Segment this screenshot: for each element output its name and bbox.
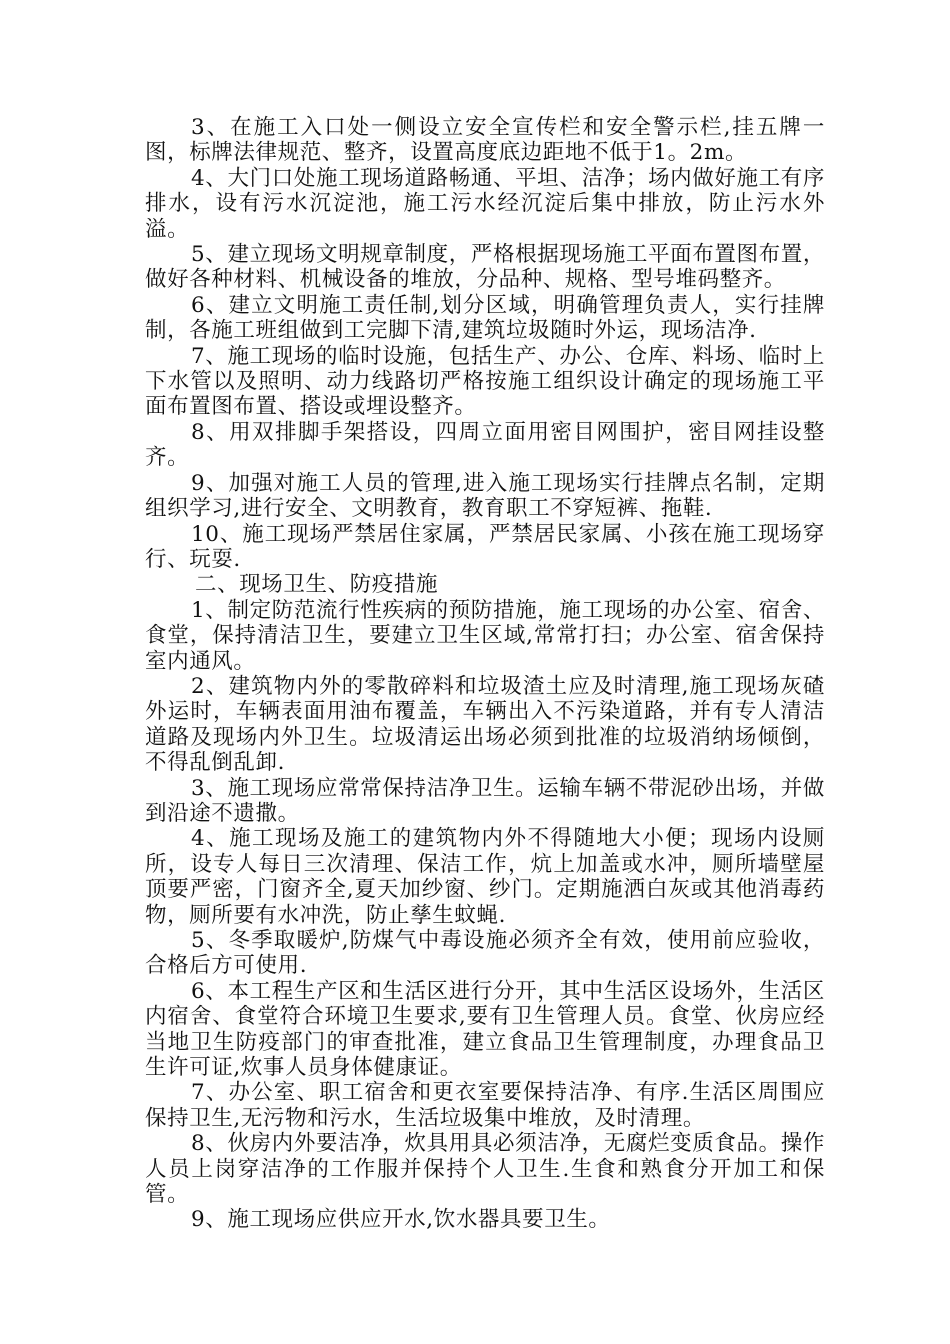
hygiene-item-7: 7、办公室、职工宿舍和更衣室要保持洁净、有序.生活区周围应保持卫生,无污物和污水，生活垃圾集中堆放，及时清理。 (145, 1080, 825, 1131)
hygiene-item-3: 3、施工现场应常常保持洁净卫生。运输车辆不带泥砂出场，并做到沿途不遗撒。 (145, 775, 825, 826)
paragraph-item-4: 4、大门口处施工现场道路畅通、平坦、洁净；场内做好施工有序排水，设有污水沉淀池，施工污水经沉淀后集中排放，防止污水外溢。 (145, 165, 825, 242)
paragraph-item-9: 9、加强对施工人员的管理,进入施工现场实行挂牌点名制，定期组织学习,进行安全、文明教育，教育职工不穿短裤、拖鞋. (145, 470, 825, 522)
hygiene-item-4: 4、施工现场及施工的建筑物内外不得随地大小便；现场内设厕所，设专人每日三次清理、保洁工作，炕上加盖或水冲，厕所墙壁屋顶要严密，门窗齐全,夏天加纱窗、纱门。定期施洒白灰或其他消毒药物，厕所要有水冲洗，防止孳生蚊蝇. (145, 826, 825, 928)
paragraph-item-5: 5、建立现场文明规章制度，严格根据现场施工平面布置图布置，做好各种材料、机械设备的堆放，分品种、规格、型号堆码整齐。 (145, 242, 825, 293)
hygiene-item-9: 9、施工现场应供应开水,饮水器具要卫生。 (191, 1207, 611, 1233)
hygiene-item-6: 6、本工程生产区和生活区进行分开，其中生活区设场外，生活区内宿舍、食堂符合环境卫生要求,要有卫生管理人员。食堂、伙房应经当地卫生防疫部门的审查批准，建立食品卫生管理制度，办理食品卫生许可证,炊事人员身体健康证。 (145, 978, 825, 1081)
hygiene-item-2: 2、建筑物内外的零散碎料和垃圾渣土应及时清理,施工现场灰碴外运时，车辆表面用油布覆盖，车辆出入不污染道路，并有专人清洁道路及现场内外卫生。垃圾清运出场必须到批准的垃圾消纳场倾倒，不得乱倒乱卸. (145, 673, 825, 776)
paragraph-item-3: 3、在施工入口处一侧设立安全宣传栏和安全警示栏,挂五牌一图，标牌法律规范、整齐，设置高度底边距地不低于1。2m。 (145, 115, 825, 166)
paragraph-item-7: 7、施工现场的临时设施，包括生产、办公、仓库、料场、临时上下水管以及照明、动力线路切严格按施工组织设计确定的现场施工平面布置图布置、搭设或埋设整齐。 (145, 343, 825, 420)
paragraph-item-8: 8、用双排脚手架搭设，四周立面用密目网围护，密目网挂设整齐。 (145, 419, 825, 471)
paragraph-item-10: 10、施工现场严禁居住家属，严禁居民家属、小孩在施工现场穿行、玩耍. (145, 521, 825, 572)
section-heading-hygiene: 二、现场卫生、防疫措施 (195, 572, 439, 598)
hygiene-item-5: 5、冬季取暖炉,防煤气中毒设施必须齐全有效，使用前应验收，合格后方可使用. (145, 928, 825, 979)
hygiene-item-1: 1、制定防范流行性疾病的预防措施，施工现场的办公室、宿舍、食堂，保持清洁卫生，要建立卫生区域,常常打扫；办公室、宿舍保持室内通风。 (145, 597, 825, 674)
paragraph-item-6: 6、建立文明施工责任制,划分区域，明确管理负责人，实行挂牌制，各施工班组做到工完脚下清,建筑垃圾随时外运，现场洁净. (145, 292, 825, 344)
hygiene-item-8: 8、伙房内外要洁净，炊具用具必须洁净，无腐烂变质食品。操作人员上岗穿洁净的工作服并保持个人卫生.生食和熟食分开加工和保管。 (145, 1131, 825, 1208)
document-page (145, 115, 825, 1233)
